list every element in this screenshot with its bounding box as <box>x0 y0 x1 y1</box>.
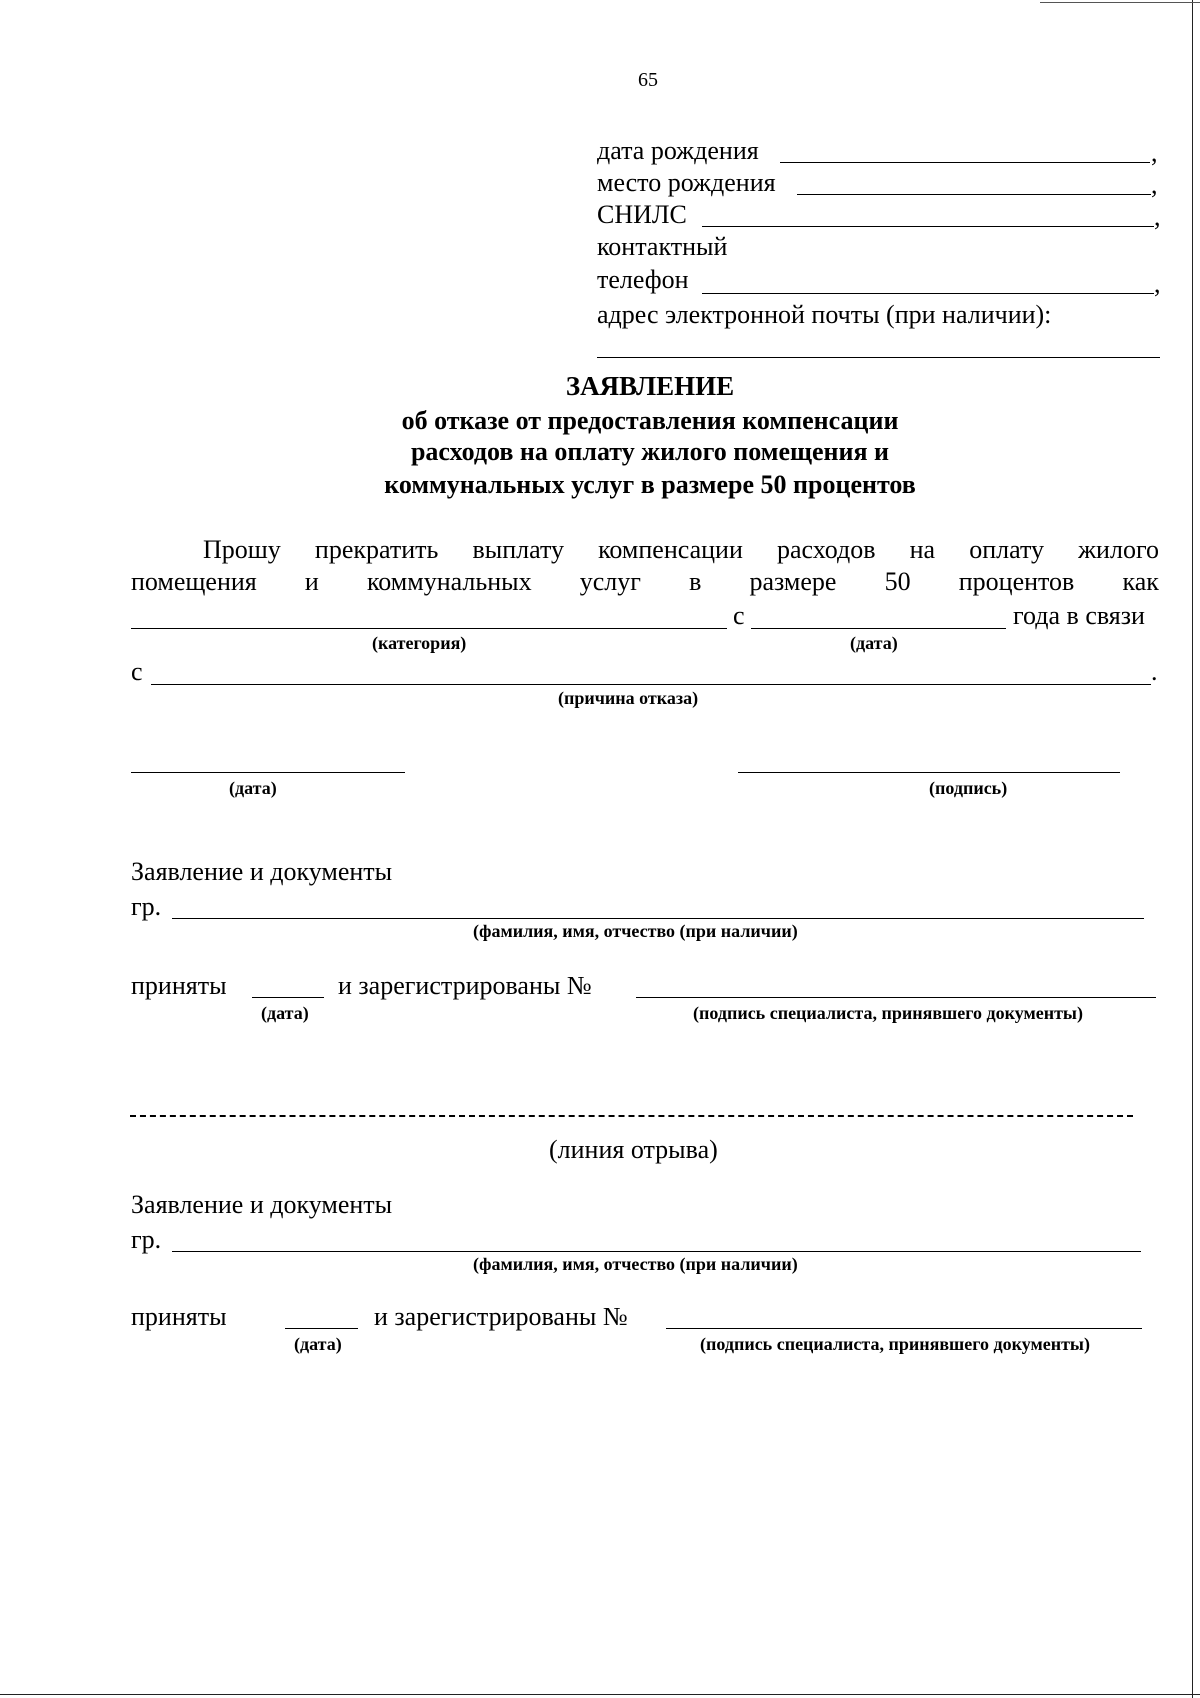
phone-label-line1: контактный <box>597 232 728 261</box>
birth-date-comma: , <box>1151 138 1158 167</box>
body-line-1 <box>203 535 1159 565</box>
birth-date-label: дата рождения <box>597 136 759 165</box>
body-word: как <box>1122 567 1159 596</box>
body-word: процентов <box>958 567 1075 596</box>
body-word: на <box>909 535 936 564</box>
receipt-bottom-fio-field[interactable] <box>172 1251 1141 1252</box>
receipt-top-citizen-prefix: гр. <box>131 892 162 921</box>
reason-field[interactable] <box>151 684 1151 685</box>
body-word: прекратить <box>314 535 439 564</box>
receipt-top-fio-field[interactable] <box>172 918 1144 919</box>
body-word: расходов <box>777 535 876 564</box>
page-number: 65 <box>638 69 658 91</box>
receipt-top-date-caption: (дата) <box>261 1003 309 1023</box>
document-title: ЗАЯВЛЕНИЕ <box>565 371 735 401</box>
body-word: компенсации <box>598 535 743 564</box>
receipt-top-date-field[interactable] <box>252 997 324 998</box>
body-word: помещения <box>131 567 257 596</box>
reason-caption: (причина отказа) <box>558 688 699 708</box>
start-date-field[interactable] <box>751 628 1006 629</box>
category-caption: (категория) <box>372 633 467 653</box>
birth-place-comma: , <box>1151 170 1158 199</box>
receipt-bottom-accepted-label: приняты <box>131 1302 227 1331</box>
receipt-bottom-specialist-caption: (подпись специалиста, принявшего документы) <box>700 1334 1090 1354</box>
snils-field[interactable] <box>702 226 1154 227</box>
body-line-2 <box>131 567 1159 597</box>
phone-comma: , <box>1154 269 1161 298</box>
receipt-top-accepted-label: приняты <box>131 971 227 1000</box>
receipt-bottom-specialist-field[interactable] <box>666 1328 1142 1329</box>
body-word: размере <box>749 567 837 596</box>
sign-date-field[interactable] <box>131 772 405 773</box>
tear-line-label: (линия отрыва) <box>549 1135 718 1164</box>
receipt-bottom-registered-label: и зарегистрированы № <box>374 1302 628 1331</box>
scan-edge-right <box>1192 0 1193 1698</box>
reason-period: . <box>1151 657 1158 686</box>
receipt-bottom-heading: Заявление и документы <box>131 1190 393 1219</box>
signature-field[interactable] <box>738 772 1120 773</box>
birth-place-label: место рождения <box>597 168 776 197</box>
body-word: 50 <box>884 567 911 596</box>
document-subtitle-line3: коммунальных услуг в размере 50 процентов <box>384 470 916 499</box>
receipt-bottom-citizen-prefix: гр. <box>131 1225 162 1254</box>
body-word: жилого <box>1078 535 1159 564</box>
receipt-top-registered-label: и зарегистрированы № <box>338 971 592 1000</box>
email-field[interactable] <box>597 357 1160 358</box>
snils-comma: , <box>1154 202 1161 231</box>
tail-text: года в связи <box>1013 601 1145 630</box>
body-word: оплату <box>969 535 1044 564</box>
birth-place-field[interactable] <box>797 194 1151 195</box>
with-word: с <box>131 657 143 686</box>
birth-date-field[interactable] <box>780 162 1150 163</box>
receipt-bottom-fio-caption: (фамилия, имя, отчество (при наличии) <box>473 1254 798 1274</box>
body-word: услуг <box>579 567 641 596</box>
snils-label: СНИЛС <box>597 200 687 229</box>
body-word: коммунальных <box>366 567 532 596</box>
scan-edge-bottom <box>0 1694 1200 1695</box>
receipt-top-specialist-field[interactable] <box>636 997 1156 998</box>
receipt-top-specialist-caption: (подпись специалиста, принявшего документы) <box>693 1003 1083 1023</box>
body-word: в <box>689 567 702 596</box>
body-word: выплату <box>472 535 564 564</box>
receipt-bottom-date-field[interactable] <box>285 1328 358 1329</box>
from-word: с <box>733 601 745 630</box>
phone-field[interactable] <box>702 293 1154 294</box>
sign-date-caption: (дата) <box>229 778 277 798</box>
date-caption: (дата) <box>850 633 898 653</box>
email-label: адрес электронной почты (при наличии): <box>597 300 1052 329</box>
body-word: Прошу <box>203 535 281 564</box>
document-subtitle-line1: об отказе от предоставления компенсации <box>401 406 899 435</box>
body-word: и <box>304 567 319 596</box>
receipt-top-fio-caption: (фамилия, имя, отчество (при наличии) <box>473 921 798 941</box>
receipt-bottom-date-caption: (дата) <box>294 1334 342 1354</box>
document-subtitle-line2: расходов на оплату жилого помещения и <box>410 437 890 466</box>
phone-label-line2: телефон <box>597 265 689 294</box>
scan-edge-top <box>1040 2 1200 3</box>
receipt-top-heading: Заявление и документы <box>131 857 393 886</box>
signature-caption: (подпись) <box>929 778 1008 798</box>
category-field[interactable] <box>131 628 727 629</box>
tear-line <box>130 1115 1133 1117</box>
